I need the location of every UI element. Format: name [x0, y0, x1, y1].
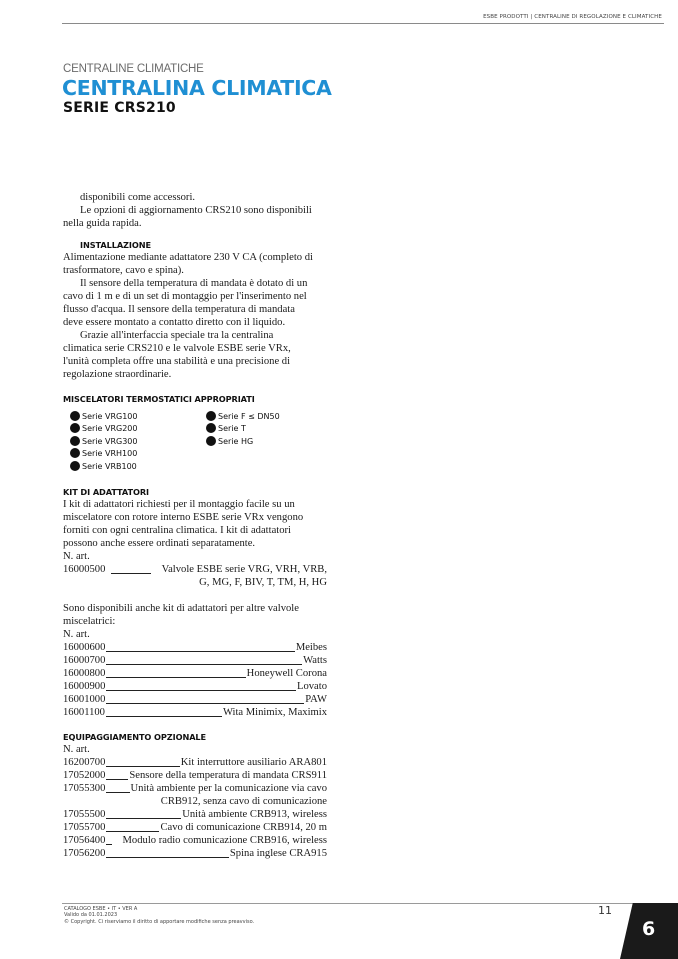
- list-item: Serie VRB100: [70, 461, 137, 473]
- table-row: 17055700 Cavo di comunicazione CRB914, 20 m: [63, 822, 327, 834]
- mixer-list-col2: [206, 411, 280, 448]
- body-line: flusso d'acqua. Il sensore della temperatura di mandata: [63, 304, 295, 315]
- body-line: cavo di 1 m e di un set di montaggio per l'inserimento nel: [63, 291, 307, 302]
- leader-line: [106, 664, 302, 665]
- leader-line: [111, 573, 151, 574]
- body-line: deve essere montato a contatto diretto con il liquido.: [63, 317, 286, 328]
- leader-line: [106, 651, 294, 652]
- body-line: regolazione straordinarie.: [63, 369, 172, 380]
- list-item: Serie F ≤ DN50: [206, 411, 280, 423]
- footer-rule: [62, 903, 678, 904]
- bullet-icon: [206, 436, 216, 446]
- equipaggiamento-heading: EQUIPAGGIAMENTO OPZIONALE: [63, 732, 207, 742]
- bullet-icon: [70, 436, 80, 446]
- leader-line: [106, 779, 128, 780]
- header-rule: [62, 23, 664, 24]
- list-item: Serie VRH100: [70, 448, 137, 460]
- art-label: N. art.: [63, 551, 90, 562]
- article-desc-cont: G, MG, F, BIV, T, TM, H, HG: [199, 577, 327, 588]
- leader-line: [106, 831, 159, 832]
- body-line: climatica serie CRS210 e le valvole ESBE serie VRx,: [63, 343, 291, 354]
- body-line: miscelatrici:: [63, 616, 116, 627]
- table-row: 17055500 Unità ambiente CRB913, wireless: [63, 809, 327, 821]
- category-label: CENTRALINE CLIMATICHE: [63, 63, 204, 75]
- leader-line: [106, 844, 112, 845]
- intro-line: disponibili come accessori.: [80, 192, 196, 203]
- body-line: Sono disponibili anche kit di adattatori per altre valvole: [63, 603, 299, 614]
- art-label: N. art.: [63, 744, 90, 755]
- leader-line: [106, 677, 245, 678]
- bullet-icon: [70, 423, 80, 433]
- table-row-cont: CRB912, senza cavo di comunicazione: [160, 796, 327, 807]
- miscelatori-heading: MISCELATORI TERMOSTATICI APPROPRIATI: [63, 394, 255, 404]
- mixer-list-col1: [70, 411, 137, 473]
- table-row: 16000800 Honeywell Corona: [63, 668, 327, 680]
- bullet-icon: [206, 423, 216, 433]
- section-tab-number: 6: [642, 918, 656, 940]
- body-line: forniti con ogni centralina climatica. I kit di adattatori: [63, 525, 291, 536]
- footer-copyright: © Copyright. Ci riserviamo il diritto di apportare modifiche senza preavviso.: [64, 918, 255, 925]
- table-row: 16200700 Kit interruttore ausiliario ARA801: [63, 757, 327, 769]
- footer-info: [64, 906, 254, 925]
- leader-line: [106, 792, 129, 793]
- footer-catalog: CATALOGO ESBE • IT • VER A: [64, 906, 138, 912]
- kit-main-row: [63, 564, 327, 577]
- kit-heading: KIT DI ADATTATORI: [63, 487, 149, 497]
- art-label: N. art.: [63, 629, 90, 640]
- list-item: Serie VRG100: [70, 411, 137, 423]
- bullet-icon: [70, 411, 80, 421]
- table-row: 17056400 Modulo radio comunicazione CRB916, wireless: [63, 835, 327, 847]
- leader-line: [106, 818, 181, 819]
- bullet-icon: [70, 448, 80, 458]
- bullet-icon: [206, 411, 216, 421]
- list-item: Serie T: [206, 423, 280, 435]
- body-line: I kit di adattatori richiesti per il montaggio facile su un: [63, 499, 295, 510]
- bullet-icon: [70, 461, 80, 471]
- list-item: Serie VRG300: [70, 436, 137, 448]
- page-subtitle: SERIE CRS210: [63, 100, 176, 116]
- leader-line: [106, 716, 222, 717]
- leader-line: [106, 766, 179, 767]
- table-row: 16001000 PAW: [63, 694, 327, 706]
- installazione-heading: INSTALLAZIONE: [80, 240, 151, 250]
- article-code: 16000500: [63, 564, 106, 576]
- body-line: miscelatore con rotore interno ESBE serie VRx vengono: [63, 512, 304, 523]
- running-header: ESBE PRODOTTI | CENTRALINE DI REGOLAZIONE E CLIMATICHE: [483, 14, 662, 20]
- page-title: CENTRALINA CLIMATICA: [62, 76, 332, 100]
- list-item: Serie HG: [206, 436, 280, 448]
- table-row: 17052000 Sensore della temperatura di mandata CRS911: [63, 770, 327, 782]
- leader-line: [106, 703, 304, 704]
- body-line: Il sensore della temperatura di mandata è dotato di un: [80, 278, 308, 289]
- table-row: 17056200 Spina inglese CRA915: [63, 848, 327, 860]
- table-row: 16000600 Meibes: [63, 642, 327, 654]
- body-line: Alimentazione mediante adattatore 230 V CA (completo di: [63, 252, 313, 263]
- page-number: 11: [598, 904, 612, 917]
- leader-line: [106, 690, 296, 691]
- body-line: Grazie all'interfaccia speciale tra la centralina: [80, 330, 274, 341]
- list-item: Serie VRG200: [70, 423, 137, 435]
- footer-validity: Valido da 01.01.2023: [64, 912, 118, 919]
- body-line: trasformatore, cavo e spina).: [63, 265, 184, 276]
- table-row: 17055300 Unità ambiente per la comunicazione via cavo: [63, 783, 327, 795]
- intro-line: nella guida rapida.: [63, 218, 142, 229]
- body-line: l'unità completa offre una stabilità e una precisione di: [63, 356, 291, 367]
- article-desc: Valvole ESBE serie VRG, VRH, VRB,: [161, 564, 327, 576]
- table-row: 16000700 Watts: [63, 655, 327, 667]
- table-row: 16001100 Wita Minimix, Maximix: [63, 707, 327, 719]
- leader-line: [106, 857, 229, 858]
- intro-line: Le opzioni di aggiornamento CRS210 sono disponibili: [80, 205, 312, 216]
- body-line: possono anche essere ordinati separatamente.: [63, 538, 256, 549]
- table-row: 16000900 Lovato: [63, 681, 327, 693]
